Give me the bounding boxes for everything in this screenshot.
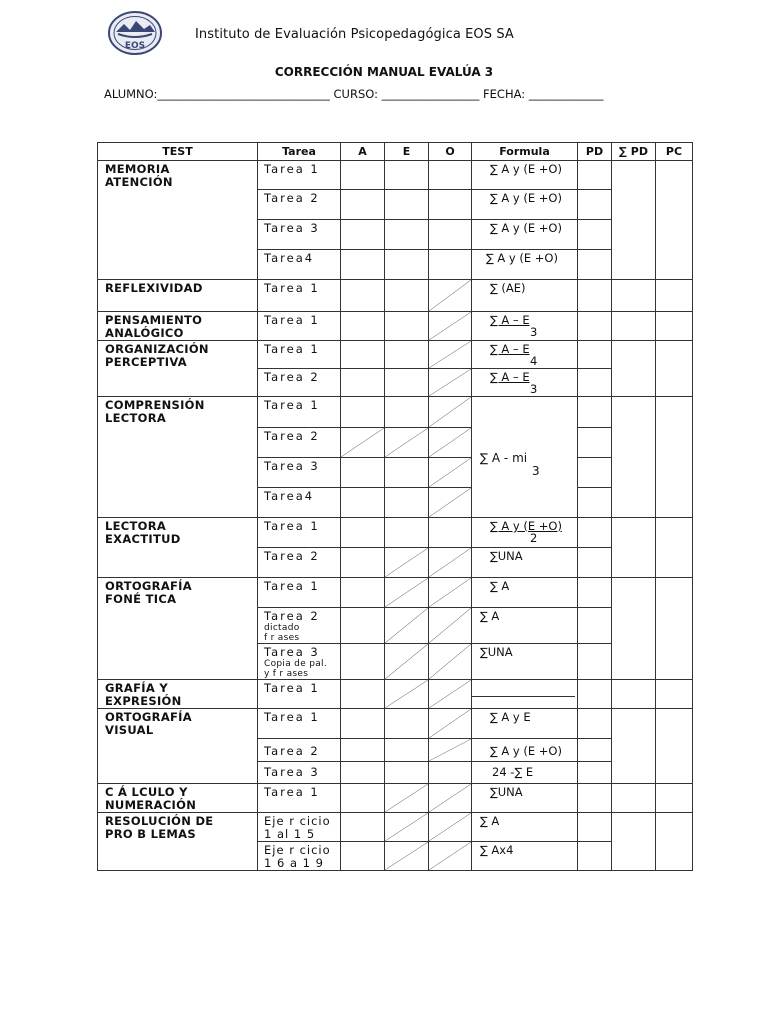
test-name: GRAFÍA Y EXPRESIÓN [105,681,182,708]
a-cell[interactable] [341,842,385,871]
pd-cell[interactable] [578,341,612,369]
pc-cell[interactable] [656,578,693,680]
a-cell[interactable] [341,220,385,250]
task-label: Tarea 1 [264,710,320,724]
formula-text: ∑UNA [480,645,513,659]
e-cell[interactable] [385,458,429,488]
formula-cell [472,739,578,762]
pd-cell[interactable] [578,644,612,680]
a-cell[interactable] [341,161,385,190]
test-cell-calculo [98,784,258,813]
a-cell[interactable] [341,369,385,397]
table-row [98,397,693,428]
task-cell [258,548,341,578]
pd-cell[interactable] [578,428,612,458]
o-cell-crossed [429,739,472,762]
formula-fraction [472,518,577,544]
task-label: Tarea4 [264,489,315,503]
pd-cell[interactable] [578,220,612,250]
test-cell-reflexividad [98,280,258,312]
task-label: Tarea 2 [264,609,320,623]
a-cell[interactable] [341,397,385,428]
pc-cell[interactable] [656,784,693,813]
task-cell [258,762,341,784]
pd-cell[interactable] [578,488,612,518]
o-cell-crossed [429,644,472,680]
o-cell-crossed [429,428,472,458]
formula-cell [472,250,578,280]
pd-cell[interactable] [578,680,612,709]
task-label: Tarea 3 [264,459,320,473]
test-cell-comprension [98,397,258,518]
task-label-group [258,644,340,679]
e-cell-crossed [385,578,429,608]
o-cell-crossed [429,680,472,709]
test-name: MEMORIA ATENCIÓN [105,162,173,189]
table-row [98,813,693,842]
pd-cell[interactable] [578,813,612,842]
test-name: ORGANIZACIÓN PERCEPTIVA [105,342,209,369]
task-label: Tarea 2 [264,191,320,205]
task-cell [258,608,341,644]
formula-cell [472,369,578,397]
e-cell-crossed [385,548,429,578]
a-cell[interactable] [341,312,385,341]
task-cell [258,190,341,220]
task-cell [258,341,341,369]
formula-denominator: 3 [532,464,540,478]
header-a: A [341,143,385,161]
task-label: Tarea 1 [264,281,320,295]
formula-cell [472,608,578,644]
a-cell[interactable] [341,709,385,739]
sum-pd-cell[interactable] [612,709,656,784]
e-cell[interactable] [385,488,429,518]
pd-cell[interactable] [578,161,612,190]
o-cell-crossed [429,397,472,428]
table-row [98,784,693,813]
formula-text: ∑ A y (E +O) [490,221,562,235]
pd-cell[interactable] [578,578,612,608]
a-cell[interactable] [341,488,385,518]
o-cell-crossed [429,548,472,578]
pd-cell[interactable] [578,784,612,813]
e-cell[interactable] [385,190,429,220]
task-label: Eje r cicio 1 al 1 5 [264,814,331,841]
header-o: O [429,143,472,161]
task-cell [258,428,341,458]
task-cell [258,709,341,739]
table-row [98,280,693,312]
e-cell-crossed [385,813,429,842]
formula-cell [472,680,578,709]
o-cell-crossed [429,578,472,608]
task-label: Tarea 3 [264,765,320,779]
task-cell [258,739,341,762]
formula-cell [472,397,578,518]
formula-text: ∑ A y (E +O) [490,162,562,176]
o-cell-crossed [429,842,472,871]
task-cell [258,518,341,548]
test-name: COMPRENSIÓN LECTORA [105,398,205,425]
formula-text: 24 -∑ E [492,765,534,779]
task-label: Tarea 1 [264,681,320,695]
pc-cell[interactable] [656,709,693,784]
e-cell[interactable] [385,250,429,280]
formula-denominator: 2 [530,531,538,545]
sum-pd-cell[interactable] [612,578,656,680]
formula-blank-line [472,696,575,697]
e-cell-crossed [385,680,429,709]
o-cell[interactable] [429,190,472,220]
pd-cell[interactable] [578,608,612,644]
formula-fraction [472,369,577,395]
formula-text: ∑ (AE) [490,281,526,295]
task-cell [258,488,341,518]
test-cell-ortografia-fonetica [98,578,258,680]
formula-cell [472,644,578,680]
formula-denominator: 4 [530,354,538,368]
pd-cell[interactable] [578,739,612,762]
table-row [98,341,693,369]
task-note: Copia de pal. y f r ases [264,659,327,679]
task-cell [258,220,341,250]
sum-pd-cell[interactable] [612,813,656,871]
formula-cell [472,762,578,784]
pd-cell[interactable] [578,842,612,871]
test-cell-memoria [98,161,258,280]
formula-numerator: ∑ A y (E +O) [490,519,562,533]
sum-pd-cell[interactable] [612,518,656,578]
formula-text: ∑ A [480,814,500,828]
task-cell [258,578,341,608]
student-info-line: ALUMNO:______________________________ CURSO: _________________ FECHA: _____________ [104,87,604,101]
formula-cell [472,312,578,341]
e-cell[interactable] [385,280,429,312]
task-label: Tarea 1 [264,579,320,593]
formula-numerator: ∑ A - mi [480,451,528,465]
o-cell[interactable] [429,762,472,784]
o-cell-crossed [429,312,472,341]
a-cell[interactable] [341,458,385,488]
a-cell[interactable] [341,680,385,709]
task-cell [258,784,341,813]
formula-text: ∑UNA [490,549,523,563]
a-cell[interactable] [341,341,385,369]
task-label-group [258,608,340,643]
test-cell-exactitud [98,518,258,578]
task-cell [258,644,341,680]
task-label: Tarea 1 [264,519,320,533]
o-cell-crossed [429,369,472,397]
a-cell[interactable] [341,548,385,578]
e-cell-crossed [385,608,429,644]
institute-name: Instituto de Evaluación Psicopedagógica EOS SA [195,27,514,42]
test-cell-grafia [98,680,258,709]
a-cell[interactable] [341,608,385,644]
formula-cell [472,220,578,250]
formula-fraction [472,312,577,338]
formula-fraction [472,341,577,367]
pc-cell[interactable] [656,161,693,280]
test-cell-pensamiento [98,312,258,341]
pd-cell[interactable] [578,369,612,397]
pd-cell[interactable] [578,312,612,341]
task-cell [258,458,341,488]
header-sum-pd: ∑ PD [612,143,656,161]
pd-cell[interactable] [578,458,612,488]
e-cell[interactable] [385,709,429,739]
formula-numerator: ∑ A – E [490,342,530,356]
formula-cell [472,548,578,578]
o-cell[interactable] [429,250,472,280]
task-cell [258,312,341,341]
sum-pd-cell[interactable] [612,397,656,518]
task-cell [258,397,341,428]
formula-text: ∑ A y (E +O) [490,191,562,205]
task-label: Tarea 1 [264,162,320,176]
e-cell[interactable] [385,369,429,397]
pc-cell[interactable] [656,341,693,397]
table-row [98,680,693,709]
task-cell [258,250,341,280]
pd-cell[interactable] [578,548,612,578]
table-row [98,578,693,608]
test-name: RESOLUCIÓN DE PRO B LEMAS [105,814,214,841]
test-cell-ortografia-visual [98,709,258,784]
pc-cell[interactable] [656,813,693,871]
formula-cell [472,161,578,190]
test-cell-problemas [98,813,258,871]
pc-cell[interactable] [656,518,693,578]
o-cell-crossed [429,608,472,644]
a-cell[interactable] [341,190,385,220]
table-row [98,709,693,739]
o-cell-crossed [429,341,472,369]
header-formula: Formula [472,143,578,161]
a-cell[interactable] [341,280,385,312]
table-row [98,161,693,190]
formula-cell [472,813,578,842]
test-name: REFLEXIVIDAD [105,281,203,295]
document-title: CORRECCIÓN MANUAL EVALÚA 3 [274,65,494,79]
task-label: Eje r cicio 1 6 a 1 9 [264,843,331,870]
table-row [98,518,693,548]
pd-cell[interactable] [578,280,612,312]
a-cell[interactable] [341,784,385,813]
task-cell [258,161,341,190]
task-cell [258,680,341,709]
table-row [98,312,693,341]
o-cell-crossed [429,784,472,813]
a-cell-crossed [341,428,385,458]
correction-table [97,142,693,871]
formula-cell [472,784,578,813]
e-cell[interactable] [385,397,429,428]
e-cell-crossed [385,644,429,680]
e-cell[interactable] [385,518,429,548]
pd-cell[interactable] [578,709,612,739]
o-cell-crossed [429,709,472,739]
task-cell [258,280,341,312]
task-label: Tarea 1 [264,342,320,356]
formula-denominator: 3 [530,325,538,339]
a-cell[interactable] [341,250,385,280]
o-cell[interactable] [429,161,472,190]
o-cell[interactable] [429,518,472,548]
o-cell-crossed [429,458,472,488]
e-cell-crossed [385,842,429,871]
pd-cell[interactable] [578,762,612,784]
e-cell-crossed [385,428,429,458]
formula-numerator: ∑ A – E [490,370,530,384]
formula-cell [472,709,578,739]
formula-cell [472,842,578,871]
formula-text: ∑ Ax4 [480,843,514,857]
a-cell[interactable] [341,518,385,548]
test-name: ORTOGRAFÍA FONÉ TICA [105,579,192,606]
formula-numerator: ∑ A – E [490,313,530,327]
task-label: Tarea 3 [264,221,320,235]
header-test: TEST [98,143,258,161]
task-label: Tarea 2 [264,429,320,443]
formula-cell [472,190,578,220]
formula-text: ∑ A y (E +O) [490,744,562,758]
e-cell-crossed [385,784,429,813]
pd-cell[interactable] [578,190,612,220]
task-label: Tarea 3 [264,645,320,659]
task-label: Tarea 2 [264,549,320,563]
pd-cell[interactable] [578,397,612,428]
eos-logo [108,10,162,56]
o-cell-crossed [429,813,472,842]
a-cell[interactable] [341,739,385,762]
pc-cell[interactable] [656,397,693,518]
o-cell-crossed [429,488,472,518]
formula-cell [472,578,578,608]
test-name: PENSAMIENTO ANALÓGICO [105,313,203,340]
task-label: Tarea 2 [264,744,320,758]
task-cell [258,842,341,871]
task-cell [258,369,341,397]
task-label: Tarea 1 [264,313,320,327]
test-name: LECTORA EXACTITUD [105,519,181,546]
test-name: ORTOGRAFÍA VISUAL [105,710,192,737]
task-label: Tarea 2 [264,370,320,384]
task-note: dictado f r ases [264,623,300,643]
pc-cell[interactable] [656,312,693,341]
formula-text: ∑ A [480,609,500,623]
e-cell[interactable] [385,762,429,784]
a-cell[interactable] [341,813,385,842]
sum-pd-cell[interactable] [612,341,656,397]
sum-pd-cell[interactable] [612,784,656,813]
e-cell[interactable] [385,341,429,369]
task-label: Tarea 1 [264,398,320,412]
sum-pd-cell[interactable] [612,280,656,312]
sum-pd-cell[interactable] [612,161,656,280]
e-cell[interactable] [385,312,429,341]
formula-text: ∑UNA [490,785,523,799]
pd-cell[interactable] [578,250,612,280]
formula-cell [472,518,578,548]
task-cell [258,813,341,842]
formula-text: ∑ A [490,579,510,593]
logo-text: EOS [124,41,146,51]
formula-cell [472,280,578,312]
a-cell[interactable] [341,762,385,784]
formula-text: ∑ A y (E +O) [486,251,558,265]
pd-cell[interactable] [578,518,612,548]
formula-fraction [480,452,540,478]
test-name: C Á LCULO Y NUMERACIÓN [105,785,197,812]
pc-cell[interactable] [656,280,693,312]
task-label: Tarea4 [264,251,315,265]
o-cell[interactable] [429,220,472,250]
formula-denominator: 3 [530,382,538,396]
e-cell[interactable] [385,161,429,190]
sum-pd-cell[interactable] [612,312,656,341]
a-cell[interactable] [341,578,385,608]
header-pd: PD [578,143,612,161]
task-label: Tarea 1 [264,785,320,799]
table-header-row [98,143,693,161]
formula-cell [472,341,578,369]
o-cell-crossed [429,280,472,312]
e-cell[interactable] [385,220,429,250]
sum-pd-cell[interactable] [612,680,656,709]
header-tarea: Tarea [258,143,341,161]
a-cell[interactable] [341,644,385,680]
header-e: E [385,143,429,161]
test-cell-organizacion [98,341,258,397]
header-pc: PC [656,143,693,161]
e-cell[interactable] [385,739,429,762]
formula-text: ∑ A y E [490,710,531,724]
pc-cell[interactable] [656,680,693,709]
